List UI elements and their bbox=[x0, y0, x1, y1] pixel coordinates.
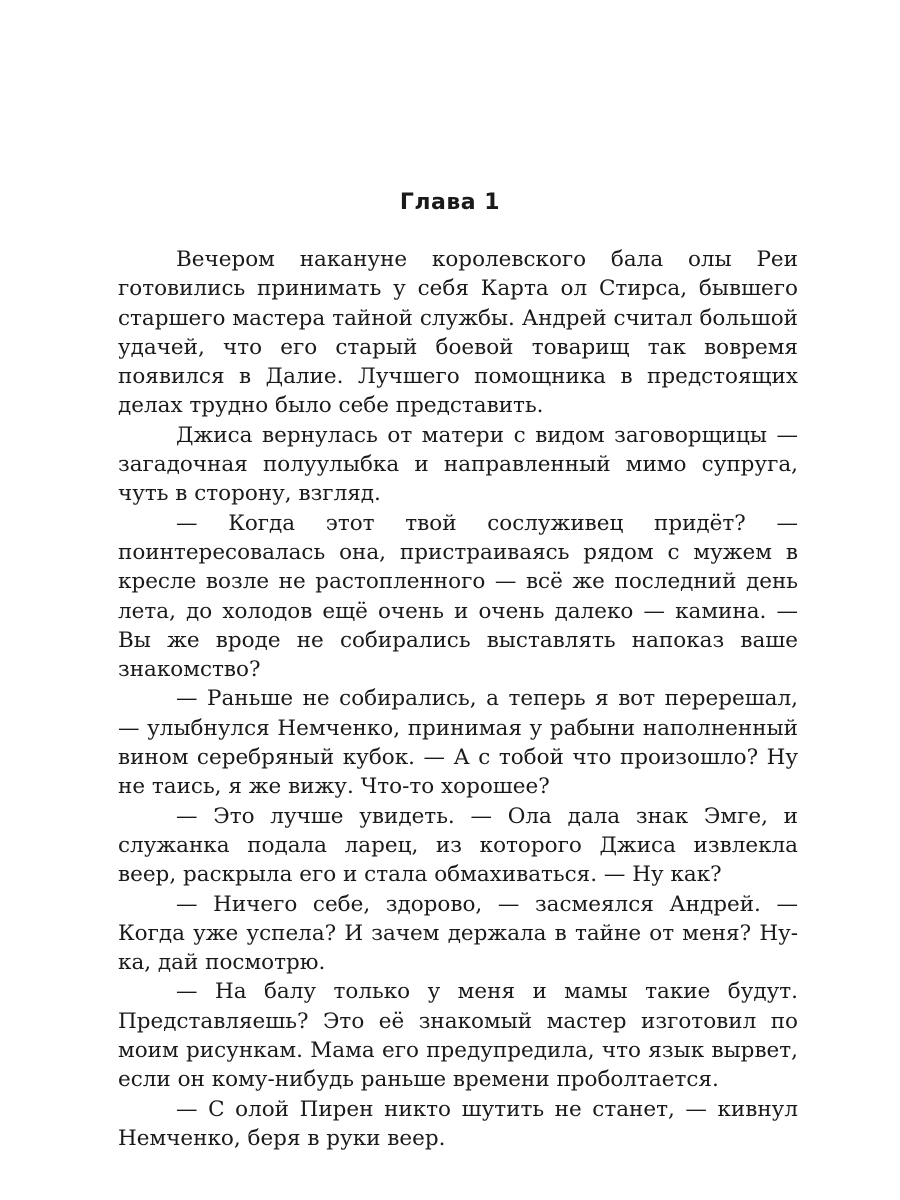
chapter-body bbox=[118, 245, 798, 1153]
paragraph: — Ничего себе, здорово, — засмеялся Андрей. — Когда уже успела? И зачем держала в тайне от меня? Ну-ка, дай посмотрю. bbox=[118, 891, 798, 976]
paragraph: — На балу только у меня и мамы такие будут. Представляешь? Это её знакомый мастер изготовил по моим рисункам. Мама его предупредила, что язык вырвет, если он кому-нибудь раньше времени проболтается. bbox=[118, 979, 798, 1093]
paragraph: — С олой Пирен никто шутить не станет, — кивнул Немченко, беря в руки веер. bbox=[118, 1096, 798, 1151]
paragraph: — Когда этот твой сослуживец придёт? — поинтересовалась она, пристраиваясь рядом с мужем в кресле возле не растопленного — всё же последний день лета, до холодов ещё очень и очень далеко — камина. — Вы же вроде не собирались выставлять напоказ ваше знакомство? bbox=[118, 510, 798, 683]
chapter-title: Глава 1 bbox=[399, 190, 501, 215]
paragraph: — Это лучше увидеть. — Ола дала знак Эмге, и служанка подала ларец, из которого Джиса извлекла веер, раскрыла его и стала обмахиваться. — Ну как? bbox=[118, 803, 798, 888]
paragraph: — Раньше не собирались, а теперь я вот перерешал, — улыбнулся Немченко, принимая у рабыни наполненный вином серебряный кубок. — А с тобой что произошло? Ну не таись, я же вижу. Что-то хорошее? bbox=[118, 686, 798, 800]
paragraph: Вечером накануне королевского бала олы Реи готовились принимать у себя Карта ол Стирса, бывшего старшего мастера тайной службы. Андрей считал большой удачей, что его старый боевой товарищ так вовремя появился в Далие. Лучшего помощника в предстоящих делах трудно было себе представить. bbox=[118, 247, 798, 419]
paragraph: Джиса вернулась от матери с видом заговорщицы — загадочная полуулыбка и направленный мимо супруга, чуть в сторону, взгляд. bbox=[118, 422, 798, 507]
